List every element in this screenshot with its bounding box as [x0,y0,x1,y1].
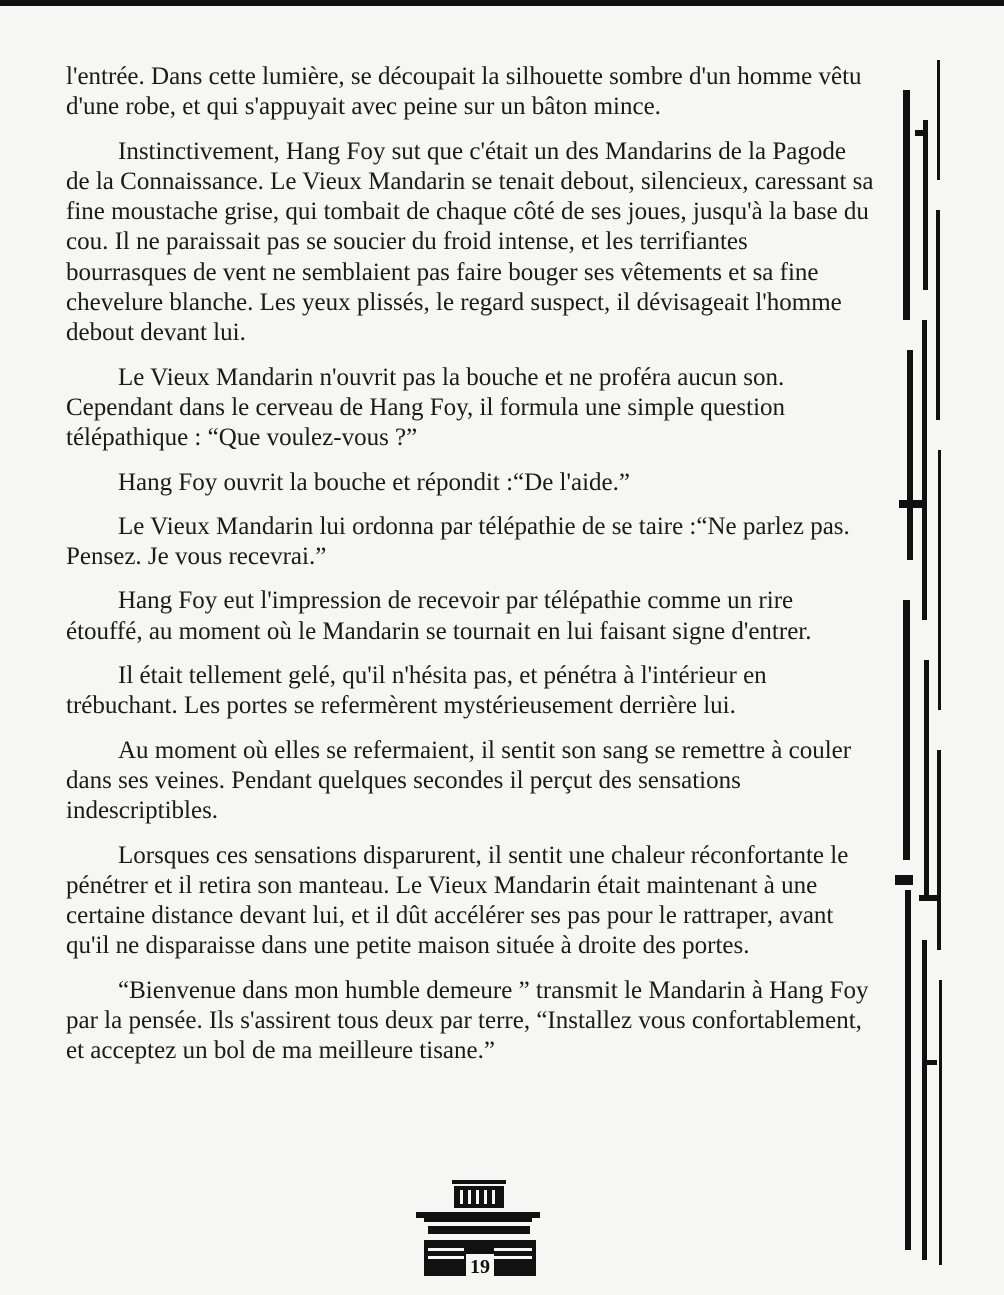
paragraph-6: Hang Foy eut l'impression de recevoir par télépathie comme un rire étouffé, au moment où le Mandarin se tournait en lui faisant signe d'entrer. [66,587,812,645]
paragraph-7: Il était tellement gelé, qu'il n'hésita pas, et pénétra à l'intérieur en trébuchant. Les portes se refermèrent mystérieusement derrière lui. [66,662,767,720]
paragraph-3: Le Vieux Mandarin n'ouvrit pas la bouche et ne proféra aucun son. Cependant dans le cerveau de Hang Foy, il formula une simple question télépathique : “Que voulez-vous ?” [66,363,786,452]
paragraph-8: Au moment où elles se refermaient, il sentit son sang se remettre à couler dans ses veines. Pendant quelques secondes il perçut des sensations indescriptibles. [66,736,852,825]
paragraph-4: Hang Foy ouvrit la bouche et répondit :“De l'aide.” [118,468,630,496]
paragraph-5: Le Vieux Mandarin lui ordonna par télépathie de se taire :“Ne parlez pas. Pensez. Je vous recevrai.” [66,512,850,571]
paragraph-2: Instinctivement, Hang Foy sut que c'était un des Mandarins de la Pagode de la Connaissance. Le Vieux Mandarin se tenait debout, silencieux, caressant sa fine moustache grise, qui tombait de chaque côté de ses joues, jusqu'à la base du cou. Il ne paraissait pas se soucier du froid intense, et les terrifiantes bourrasques de vent ne semblaient pas faire bouger ses vêtements et sa fine chevelure blanche. Les yeux plissés, le regard suspect, il dévisageait l'homme debout devant lui. [66,137,874,347]
paragraph-10: “Bienvenue dans mon humble demeure ” transmit le Mandarin à Hang Foy par la pensée. Ils s'assirent tous deux par terre, “Installez vous confortablement, et acceptez un bol de ma meilleure tisane.” [66,976,869,1065]
paragraph-9: Lorsques ces sensations disparurent, il sentit une chaleur réconfortante le pénétrer et il retira son manteau. Le Vieux Mandarin était maintenant à une certaine distance devant lui, et il dût accélérer ses pas pour le rattraper, avant qu'il ne disparaisse dans une petite maison située à droite des portes. [66,841,849,960]
page-number: 19 [466,1254,494,1280]
bamboo-border-icon [895,60,965,1275]
paragraph-1: l'entrée. Dans cette lumière, se découpait la silhouette sombre d'un homme vêtu d'une robe, et qui s'appuyait avec peine sur un bâton mince. [66,63,862,121]
page-top-edge [0,0,1004,6]
text-column [66,62,874,1081]
